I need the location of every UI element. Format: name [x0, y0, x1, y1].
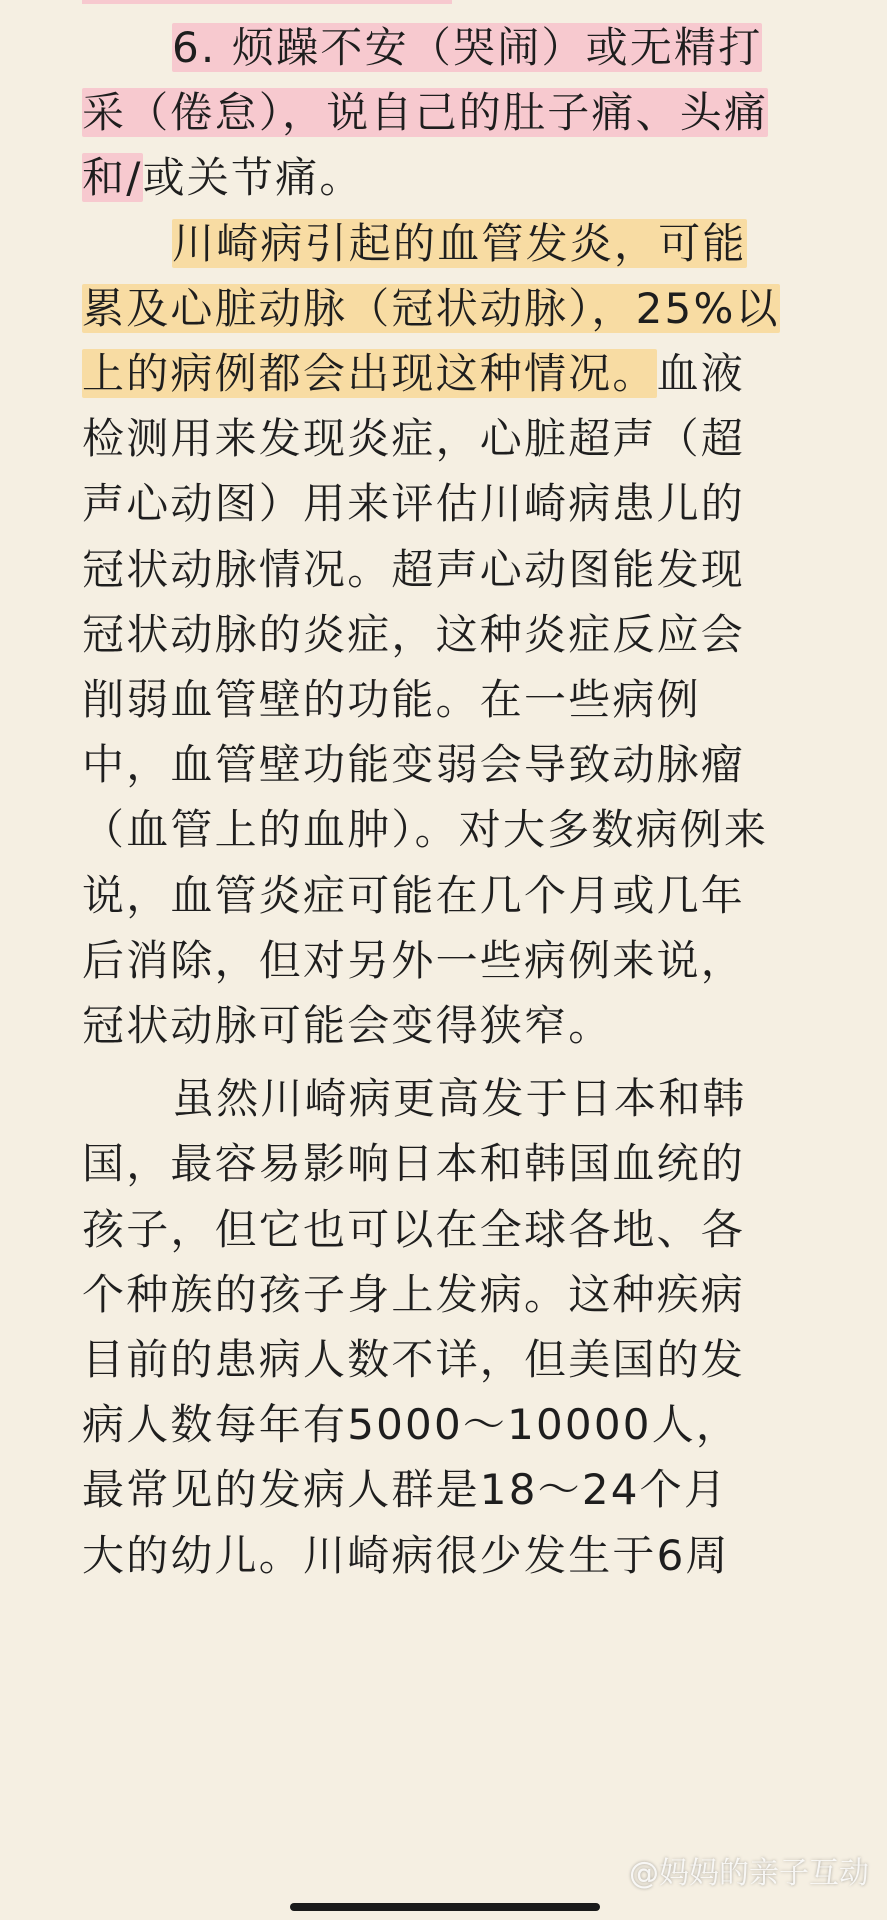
watermark: @妈妈的亲子互动	[629, 1856, 869, 1891]
text-line	[82, 800, 804, 860]
text-line	[82, 214, 887, 274]
text-segment: 个种族的孩子身上发病。这种疾病	[82, 1269, 746, 1319]
text-segment: 冠状动脉可能会变得狭窄。	[82, 1001, 613, 1050]
text-line	[82, 735, 804, 795]
text-segment: 说，血管炎症可能在几个月或几年	[82, 870, 746, 920]
text-segment: 累及心脏动脉（冠状动脉），25%以	[82, 283, 780, 333]
text-segment: 削弱血管壁的功能。在一些病例	[82, 675, 701, 724]
text-line	[82, 931, 804, 991]
text-line	[82, 1460, 804, 1520]
text-line	[82, 474, 804, 534]
text-line	[82, 83, 804, 143]
text-segment: 冠状动脉的炎症，这种炎症反应会	[82, 609, 746, 659]
text-segment: 目前的患病人数不详，但美国的发	[82, 1335, 746, 1384]
text-line	[82, 605, 804, 665]
home-indicator[interactable]	[290, 1903, 600, 1911]
text-line	[82, 1265, 804, 1325]
text-line	[82, 1069, 887, 1129]
text-line	[82, 1134, 804, 1194]
text-line	[82, 1526, 804, 1586]
text-line	[82, 1395, 804, 1455]
text-line	[82, 279, 804, 339]
text-segment: 或关节痛。	[142, 153, 364, 203]
text-segment: 病人数每年有5000～10000人，	[82, 1400, 741, 1450]
text-segment: 大的幼儿。川崎病很少发生于6周	[82, 1530, 730, 1580]
text-segment: 孩子，但它也可以在全球各地、各	[82, 1204, 746, 1254]
text-segment: 川崎病引起的血管发炎，可能	[172, 218, 747, 268]
text-segment: 后消除，但对另外一些病例来说，	[82, 935, 746, 985]
text-segment: 血液	[656, 349, 746, 398]
text-line	[82, 409, 804, 469]
text-segment: 最常见的发病人群是18～24个月	[82, 1465, 729, 1515]
text-line	[82, 996, 804, 1056]
text-segment: 上的病例都会出现这种情况。	[82, 349, 657, 398]
text-segment: （血管上的血肿）。对大多数病例来	[82, 805, 769, 855]
text-segment: 中，血管壁功能变弱会导致动脉瘤	[82, 740, 746, 790]
text-line	[82, 866, 804, 926]
text-segment: 虽然川崎病更高发于日本和韩	[172, 1074, 747, 1124]
text-segment: 冠状动脉情况。超声心动图能发现	[82, 544, 746, 594]
previous-line-highlight	[82, 0, 452, 4]
text-line	[82, 1200, 804, 1260]
text-line	[82, 670, 804, 730]
text-segment: 和/	[82, 153, 143, 203]
text-line	[82, 344, 804, 404]
text-segment: 声心动图）用来评估川崎病患儿的	[82, 479, 746, 529]
text-line	[82, 540, 804, 600]
text-segment: 采（倦怠），说自己的肚子痛、头痛	[82, 88, 769, 138]
text-segment: 国，最容易影响日本和韩国血统的	[82, 1139, 746, 1189]
text-line	[82, 148, 804, 208]
text-line	[82, 18, 887, 78]
text-segment: 检测用来发现炎症，心脏超声（超	[82, 414, 746, 464]
text-segment: 6. 烦躁不安（哭闹）或无精打	[172, 23, 763, 72]
text-line	[82, 1330, 804, 1390]
